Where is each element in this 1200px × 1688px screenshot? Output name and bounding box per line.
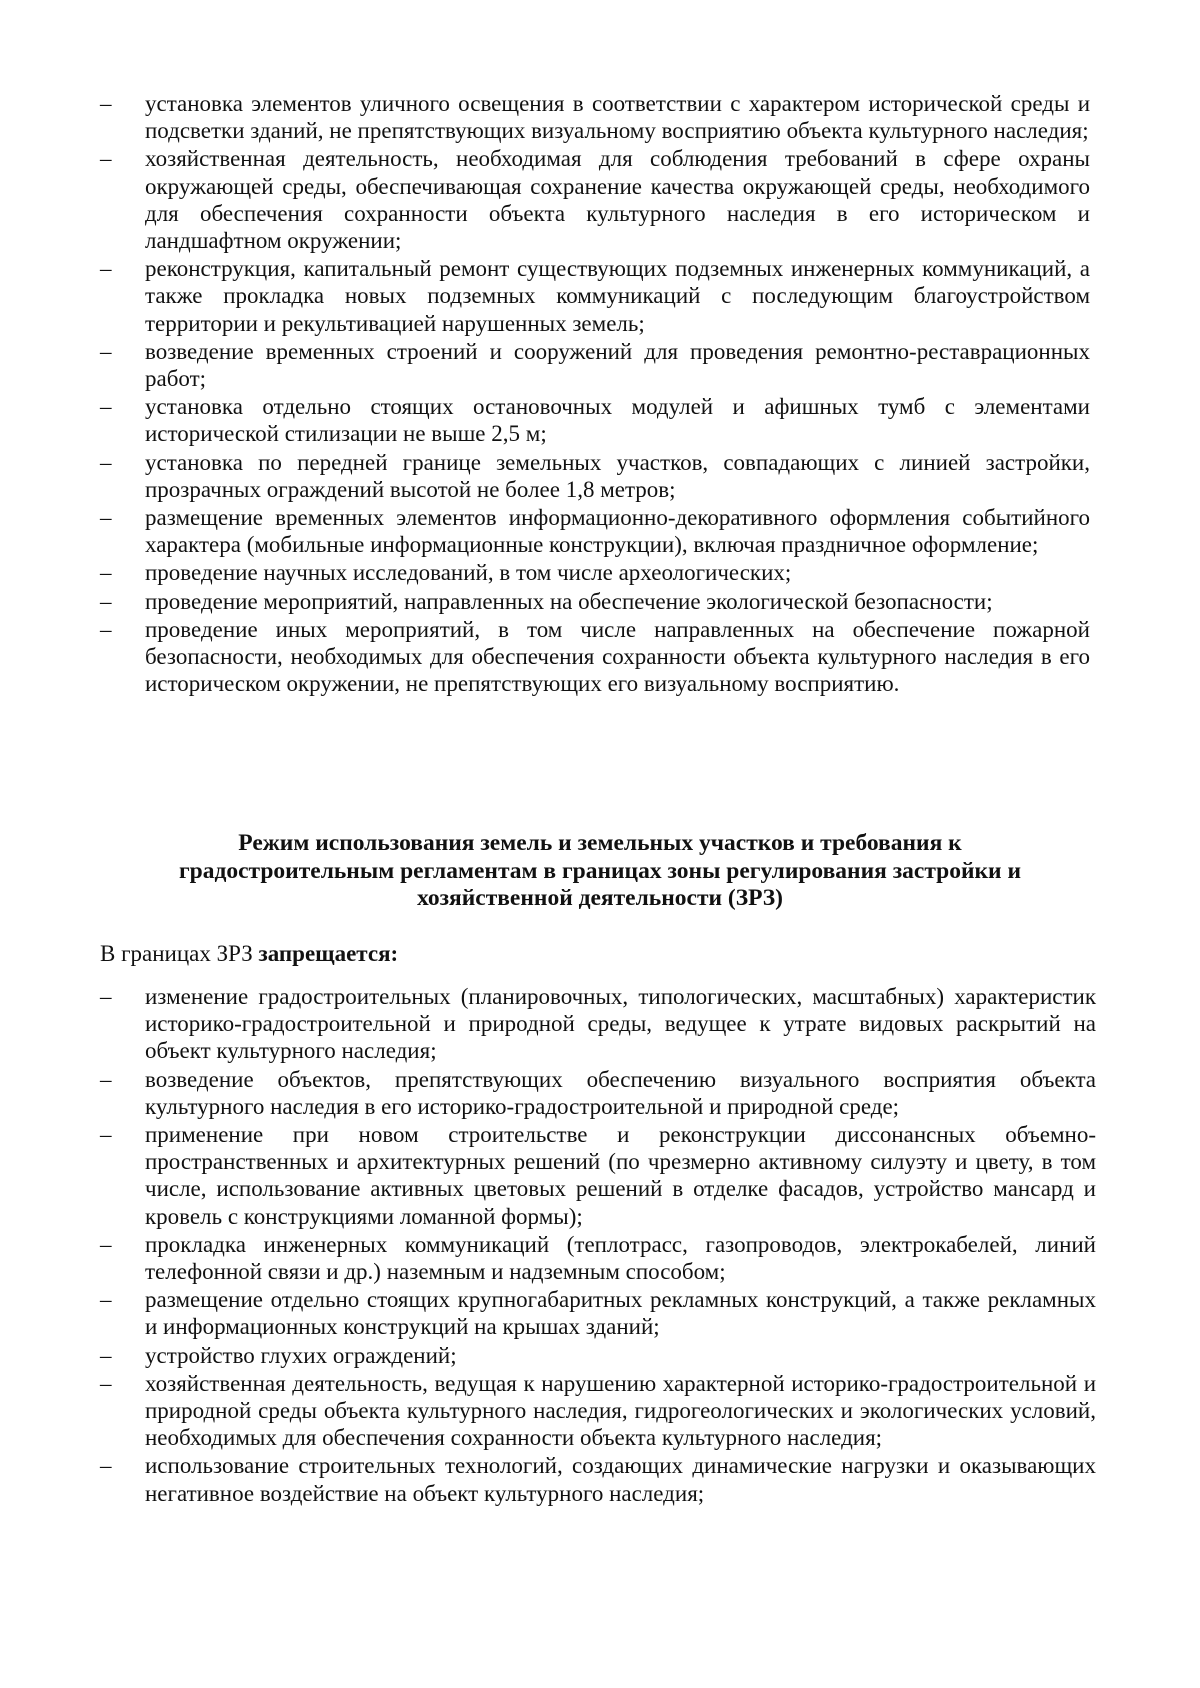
list-item-text: прокладка инженерных коммуникаций (теплотрасс, газопроводов, электрокабелей, линий телефонной связи и др.) наземным и надземным способом; bbox=[145, 1231, 1096, 1285]
list-item bbox=[100, 588, 1090, 615]
list-item bbox=[100, 90, 1090, 144]
intro-emphasis-text: запрещается: bbox=[258, 941, 399, 966]
zrz-intro-paragraph bbox=[100, 940, 398, 967]
list-item-text: использование строительных технологий, создающих динамические нагрузки и оказывающих негативное воздействие на объект культурного наследия; bbox=[145, 1453, 1096, 1506]
dash-bullet: – bbox=[100, 256, 112, 282]
list-item bbox=[100, 1066, 1096, 1120]
list-item-text: проведение мероприятий, направленных на обеспечение экологической безопасности; bbox=[145, 588, 993, 614]
dash-bullet: – bbox=[100, 505, 112, 531]
dash-bullet: – bbox=[100, 560, 112, 586]
list-item bbox=[100, 1452, 1096, 1506]
dash-bullet: – bbox=[100, 1231, 112, 1257]
list-item bbox=[100, 504, 1090, 558]
dash-bullet: – bbox=[100, 1066, 112, 1092]
list-item bbox=[100, 1121, 1096, 1230]
list-item-text: проведение научных исследований, в том числе археологических; bbox=[145, 560, 792, 586]
list-item-text: хозяйственная деятельность, ведущая к нарушению характерной историко-градостроительной и природной среды объекта культурного наследия, гидрогеологических и экологических условий, необходимых для обеспечения сохранности объекта культурного наследия; bbox=[145, 1370, 1096, 1451]
list-item-text: установка отдельно стоящих остановочных модулей и афишных тумб с элементами исторической стилизации не выше 2,5 м; bbox=[145, 394, 1090, 447]
dash-bullet: – bbox=[100, 449, 112, 475]
list-item-text: возведение объектов, препятствующих обеспечению визуального восприятия объекта культурного наследия в его историко-градостроительной и природной среде; bbox=[145, 1066, 1096, 1119]
intro-lead-text: В границах ЗРЗ bbox=[100, 941, 259, 966]
dash-bullet: – bbox=[100, 1453, 112, 1479]
list-item bbox=[100, 1231, 1096, 1285]
dash-bullet: – bbox=[100, 1370, 112, 1396]
list-item-text: изменение градостроительных (планировочных, типологических, масштабных) характеристик историко-градостроительной и природной среды, ведущее к утрате видовых раскрытий на объект культурного наследия; bbox=[145, 984, 1096, 1064]
list-item-text: устройство глухих ограждений; bbox=[145, 1342, 457, 1368]
list-item bbox=[100, 393, 1090, 447]
list-item-text: хозяйственная деятельность, необходимая для соблюдения требований в сфере охраны окружающей среды, обеспечивающая сохранение качества окружающей среды, необходимого для обеспечения сохранности объекта культурного наследия в его историческом и ландшафтном окружении; bbox=[145, 146, 1090, 254]
list-item bbox=[100, 449, 1090, 503]
dash-bullet: – bbox=[100, 1342, 112, 1368]
list-item-text: размещение отдельно стоящих крупногабаритных рекламных конструкций, а также рекламных и информационных конструкций на крышах зданий; bbox=[145, 1287, 1096, 1340]
list-item-text: возведение временных строений и сооружений для проведения ремонтно-реставрационных работ; bbox=[145, 338, 1090, 392]
section-title: Режим использования земель и земельных участков и требования к градостроительным регламентам в границах зоны регулирования застройки и хозяйственной деятельности (ЗРЗ) bbox=[178, 830, 1022, 911]
dash-bullet: – bbox=[100, 394, 112, 420]
dash-bullet: – bbox=[100, 616, 112, 642]
list-item bbox=[100, 1342, 1096, 1369]
list-item-text: размещение временных элементов информационно-декоративного оформления событийного характера (мобильные информационные конструкции), включая праздничное оформление; bbox=[145, 505, 1090, 558]
list-item-text: проведение иных мероприятий, в том числе направленных на обеспечение пожарной безопасности, необходимых для обеспечения сохранности объекта культурного наследия в его историческом окружении, не препятствующих его визуальному восприятию. bbox=[145, 616, 1090, 697]
list-item-text: реконструкция, капитальный ремонт существующих подземных инженерных коммуникаций, а также прокладка новых подземных коммуникаций с последующим благоустройством территории и рекультивацией нарушенных земель; bbox=[145, 256, 1090, 336]
list-item-text: установка элементов уличного освещения в соответствии с характером исторической среды и подсветки зданий, не препятствующих визуальному восприятию объекта культурного наследия; bbox=[145, 91, 1090, 144]
permitted-activities-list bbox=[100, 90, 1090, 698]
dash-bullet: – bbox=[100, 338, 112, 364]
list-item-text: установка по передней границе земельных участков, совпадающих с линией застройки, прозрачных ограждений высотой не более 1,8 метров; bbox=[145, 449, 1090, 502]
list-item bbox=[100, 983, 1096, 1065]
list-item bbox=[100, 616, 1090, 698]
dash-bullet: – bbox=[100, 588, 112, 614]
list-item bbox=[100, 1286, 1096, 1340]
list-item bbox=[100, 255, 1090, 337]
dash-bullet: – bbox=[100, 1287, 112, 1313]
list-item bbox=[100, 559, 1090, 586]
dash-bullet: – bbox=[100, 146, 112, 172]
dash-bullet: – bbox=[100, 1122, 112, 1148]
list-item bbox=[100, 1370, 1096, 1452]
list-item-text: применение при новом строительстве и реконструкции диссонансных объемно-пространственных и архитектурных решений (по чрезмерно активному силуэту и цвету, в том числе, использование активных цветовых решений в отделке фасадов, устройство мансард и кровель с конструкциями ломанной формы); bbox=[145, 1122, 1096, 1229]
dash-bullet: – bbox=[100, 984, 112, 1009]
prohibited-activities-list bbox=[100, 983, 1096, 1508]
dash-bullet: – bbox=[100, 91, 112, 116]
list-item bbox=[100, 338, 1090, 392]
list-item bbox=[100, 145, 1090, 254]
